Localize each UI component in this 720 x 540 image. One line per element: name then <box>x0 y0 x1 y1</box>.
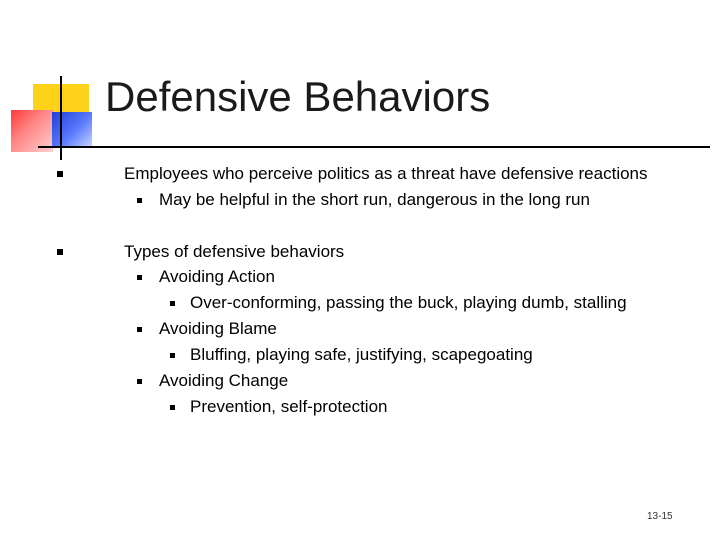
title-underline-rule <box>38 146 710 148</box>
sub-bullet-text: May be helpful in the short run, dangerous in the long run <box>159 190 590 209</box>
bullet-marker <box>170 301 175 306</box>
sub-sub-bullet-text: Bluffing, playing safe, justifying, scapegoating <box>190 345 533 364</box>
decor-blue-square <box>52 112 92 148</box>
sub-sub-bullet-item <box>170 397 388 417</box>
sub-bullet-item <box>137 319 277 339</box>
sub-bullet-item <box>137 267 275 287</box>
bullet-text: Types of defensive behaviors <box>124 242 345 261</box>
sub-sub-bullet-text: Prevention, self-protection <box>190 397 388 416</box>
bullet-marker <box>137 327 142 332</box>
bullet-marker <box>170 405 175 410</box>
sub-bullet-item <box>137 371 288 391</box>
bullet-text: Employees who perceive politics as a threat have defensive reactions <box>124 164 648 183</box>
bullet-item <box>57 242 344 262</box>
sub-bullet-text: Avoiding Change <box>159 371 289 390</box>
sub-sub-bullet-item <box>170 345 533 365</box>
sub-bullet-item <box>137 190 590 210</box>
bullet-marker <box>137 275 142 280</box>
sub-sub-bullet-item <box>170 293 627 313</box>
bullet-marker <box>137 379 142 384</box>
bullet-item <box>57 164 648 184</box>
slide-title: Defensive Behaviors <box>105 73 491 120</box>
sub-sub-bullet-text: Over-conforming, passing the buck, playing dumb, stalling <box>190 293 627 312</box>
bullet-marker <box>57 171 63 177</box>
sub-bullet-text: Avoiding Action <box>159 267 275 286</box>
bullet-marker <box>57 249 63 255</box>
page-number: 13-15 <box>647 511 673 522</box>
sub-bullet-text: Avoiding Blame <box>159 319 277 338</box>
bullet-marker <box>137 198 142 203</box>
bullet-marker <box>170 353 175 358</box>
